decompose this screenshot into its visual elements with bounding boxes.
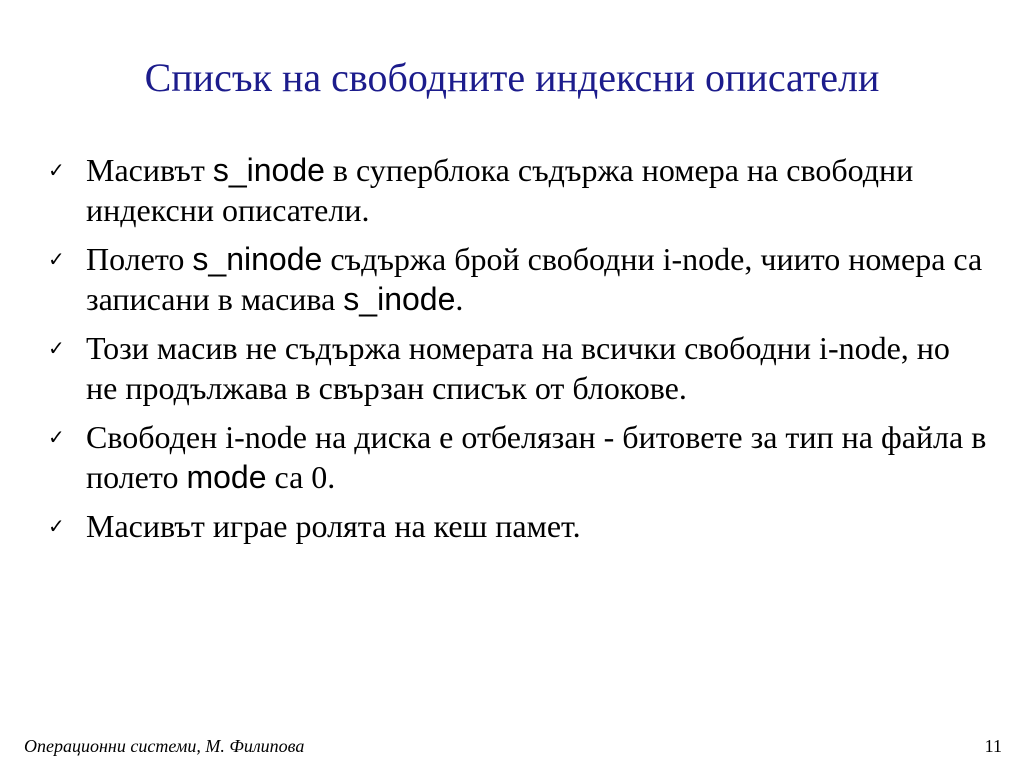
text-run: Масивът — [86, 152, 213, 188]
code-term: mode — [186, 459, 267, 495]
bullet-item — [48, 328, 988, 408]
text-run: Този масив не съдържа номерата на всички свободни i-node, но не продължава в свързан списък от блокове. — [86, 330, 950, 406]
footer-course: Операционни системи, М. Филипова — [24, 736, 305, 756]
text-run: в суперблока съдържа номера на свободни индексни описатели. — [86, 152, 914, 228]
text-run: . — [455, 281, 464, 317]
bullet-text — [86, 241, 982, 317]
text-run: съдържа брой свободни i-node, чиито номера са записани в масива — [86, 241, 983, 317]
bullet-text — [86, 330, 950, 406]
code-term: s_ninode — [192, 241, 323, 277]
text-run: Масивът играе ролята на кеш памет. — [86, 508, 581, 544]
bullet-item — [48, 506, 988, 546]
code-term: s_inode — [343, 281, 456, 317]
check-mark-icon: ✓ — [48, 425, 65, 449]
text-run: Полето — [86, 241, 193, 277]
text-run: са 0. — [266, 459, 336, 495]
bullet-text — [86, 508, 581, 544]
page-number: 11 — [984, 736, 1002, 756]
bullet-item — [48, 239, 988, 319]
check-mark-icon: ✓ — [48, 158, 65, 182]
bullet-text — [86, 419, 986, 495]
bullet-item — [48, 150, 988, 230]
bullet-text — [86, 152, 913, 228]
check-mark-icon: ✓ — [48, 514, 65, 538]
text-run: Свободен i-node на диска е отбелязан - битовете за тип на файла в полето — [86, 419, 987, 495]
check-mark-icon: ✓ — [48, 336, 65, 360]
slide-title: Списък на свободните индексни описатели — [144, 55, 880, 100]
bullet-item — [48, 417, 988, 497]
check-mark-icon: ✓ — [48, 247, 65, 271]
code-term: s_inode — [212, 152, 325, 188]
bullet-list — [48, 150, 988, 555]
